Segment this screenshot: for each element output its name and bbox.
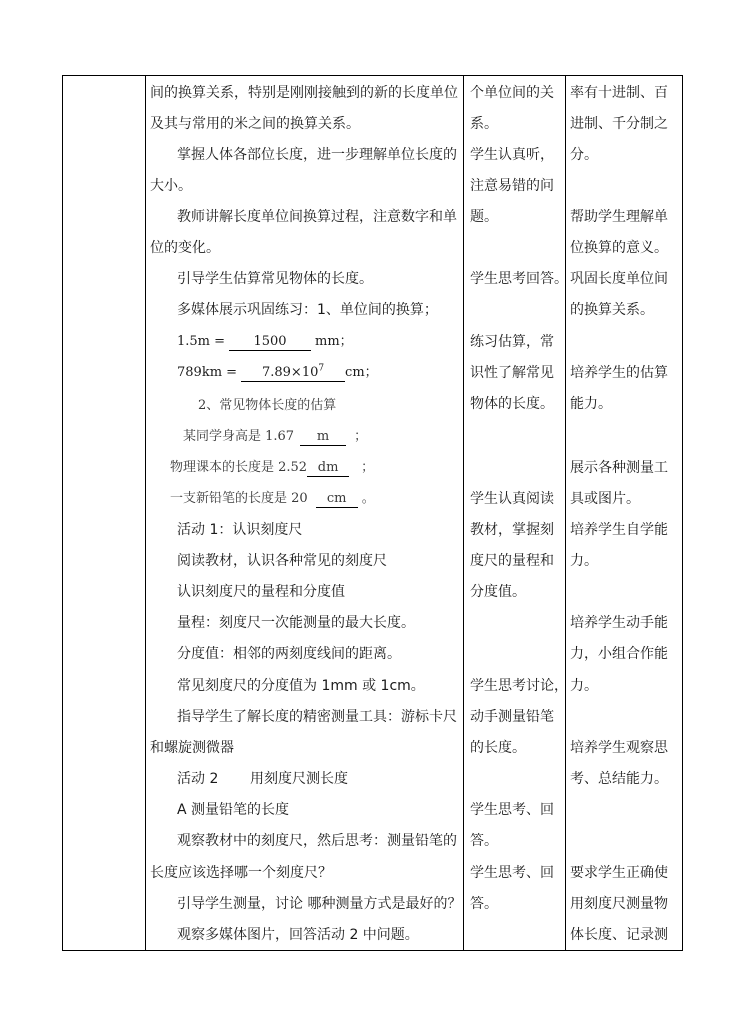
text-line: 学生思考回答。 (470, 271, 568, 287)
text-line: 答。 (470, 833, 498, 849)
text-line: 学生认真听， (470, 147, 554, 163)
text-line: 观察多媒体图片，回答活动 2 中问题。 (177, 927, 419, 943)
text-line: 培养学生动手能 (570, 615, 668, 631)
text-line: 注意易错的问 (470, 178, 554, 194)
text-line: 进制、千分制之 (570, 116, 668, 132)
text-line: 识性了解常见 (470, 365, 554, 381)
exercise-estimate-book: 物理课本的长度是 2.52 dm ； (170, 460, 375, 475)
text-line: 展示各种测量工 (570, 460, 668, 476)
text-line: 系。 (470, 116, 498, 132)
table-top-border (62, 75, 683, 76)
text-line: 教师讲解长度单位间换算过程，注意数字和单 (177, 209, 457, 225)
text-line: 活动 1：认识刻度尺 (177, 522, 303, 538)
text-line: 培养学生的估算 (570, 365, 668, 381)
text-line: 掌握人体各部位长度，进一步理解单位长度的 (177, 147, 457, 163)
text-line: 练习估算，常 (470, 334, 554, 350)
text-line: 大小。 (150, 178, 192, 194)
text-line: 用刻度尺测量物 (570, 896, 668, 912)
text-line: 力，小组合作能 (570, 646, 668, 662)
text-line: 及其与常用的米之间的换算关系。 (150, 116, 360, 132)
text-line: 多媒体展示巩固练习：1、单位间的换算； (177, 302, 438, 318)
text-line: 帮助学生理解单 (570, 209, 668, 225)
text-line: 动手测量铅笔 (470, 709, 554, 725)
text-line: 量程：刻度尺一次能测量的最大长度。 (177, 615, 415, 631)
text-line: 阅读教材，认识各种常见的刻度尺 (177, 553, 387, 569)
table-divider-1 (145, 75, 146, 951)
text-line: 指导学生了解长度的精密测量工具：游标卡尺 (177, 709, 457, 725)
table-divider-2 (463, 75, 464, 951)
text-line: 间的换算关系，特别是刚刚接触到的新的长度单位 (150, 85, 458, 101)
text-line: 答。 (470, 896, 498, 912)
text-line: 引导学生估算常见物体的长度。 (177, 271, 373, 287)
text-line: 体长度、记录测 (570, 927, 668, 943)
text-line: 个单位间的关 (470, 85, 554, 101)
exercise-unit-conversion-2: $789km = 7.89\times 10^7$ cm； (177, 363, 378, 380)
text-line: 度尺的量程和 (470, 553, 554, 569)
text-line: 分度值：相邻的两刻度线间的距离。 (177, 646, 401, 662)
text-line: 活动 2 (177, 771, 219, 787)
table-bottom-border (62, 950, 683, 951)
text-line: 培养学生自学能 (570, 522, 668, 538)
text-line: 用刻度尺测长度 (250, 771, 348, 787)
text-line: 要求学生正确使 (570, 865, 668, 881)
text-line: 考、总结能力。 (570, 771, 668, 787)
text-line: 分度值。 (470, 584, 526, 600)
text-line: 力。 (570, 678, 598, 694)
text-line: 题。 (470, 209, 498, 225)
table-border-right (682, 75, 683, 951)
text-line: 率有十进制、百 (570, 85, 668, 101)
text-line: 学生认真阅读 (470, 491, 554, 507)
table-border-left (62, 75, 63, 951)
text-line: A 测量铅笔的长度 (177, 802, 290, 818)
text-line: 分。 (570, 147, 598, 163)
text-line: 认识刻度尺的量程和分度值 (177, 584, 345, 600)
text-line: 巩固长度单位间 (570, 271, 668, 287)
text-line: 教材，掌握刻 (470, 522, 554, 538)
text-line: 和螺旋测微器 (150, 740, 234, 756)
text-line: 2、常见物体长度的估算 (198, 398, 337, 413)
text-line: 的长度。 (470, 740, 526, 756)
text-line: 培养学生观察思 (570, 740, 668, 756)
text-line: 的换算关系。 (570, 302, 654, 318)
text-line: 力。 (570, 553, 598, 569)
exercise-unit-conversion-1: 1.5m = 1500 mm； (177, 334, 353, 349)
exercise-estimate-height: 某同学身高是 1.67 m ； (183, 429, 368, 444)
text-line: 长度应该选择哪一个刻度尺？ (150, 865, 332, 881)
text-line: 引导学生测量，讨论 哪种测量方式是最好的？ (177, 896, 462, 912)
exercise-estimate-pencil: 一支新铅笔的长度是 20 cm 。 (170, 491, 375, 506)
text-line: 观察教材中的刻度尺，然后思考：测量铅笔的 (177, 833, 457, 849)
text-line: 能力。 (570, 396, 612, 412)
text-line: 学生思考讨论， (470, 678, 568, 694)
text-line: 常见刻度尺的分度值为 1mm 或 1cm。 (177, 678, 425, 694)
text-line: 具或图片。 (570, 491, 640, 507)
text-line: 学生思考、回 (470, 802, 554, 818)
text-line: 位换算的意义。 (570, 240, 668, 256)
text-line: 物体的长度。 (470, 396, 554, 412)
text-line: 学生思考、回 (470, 865, 554, 881)
table-divider-3 (565, 75, 566, 951)
text-line: 位的变化。 (150, 240, 220, 256)
